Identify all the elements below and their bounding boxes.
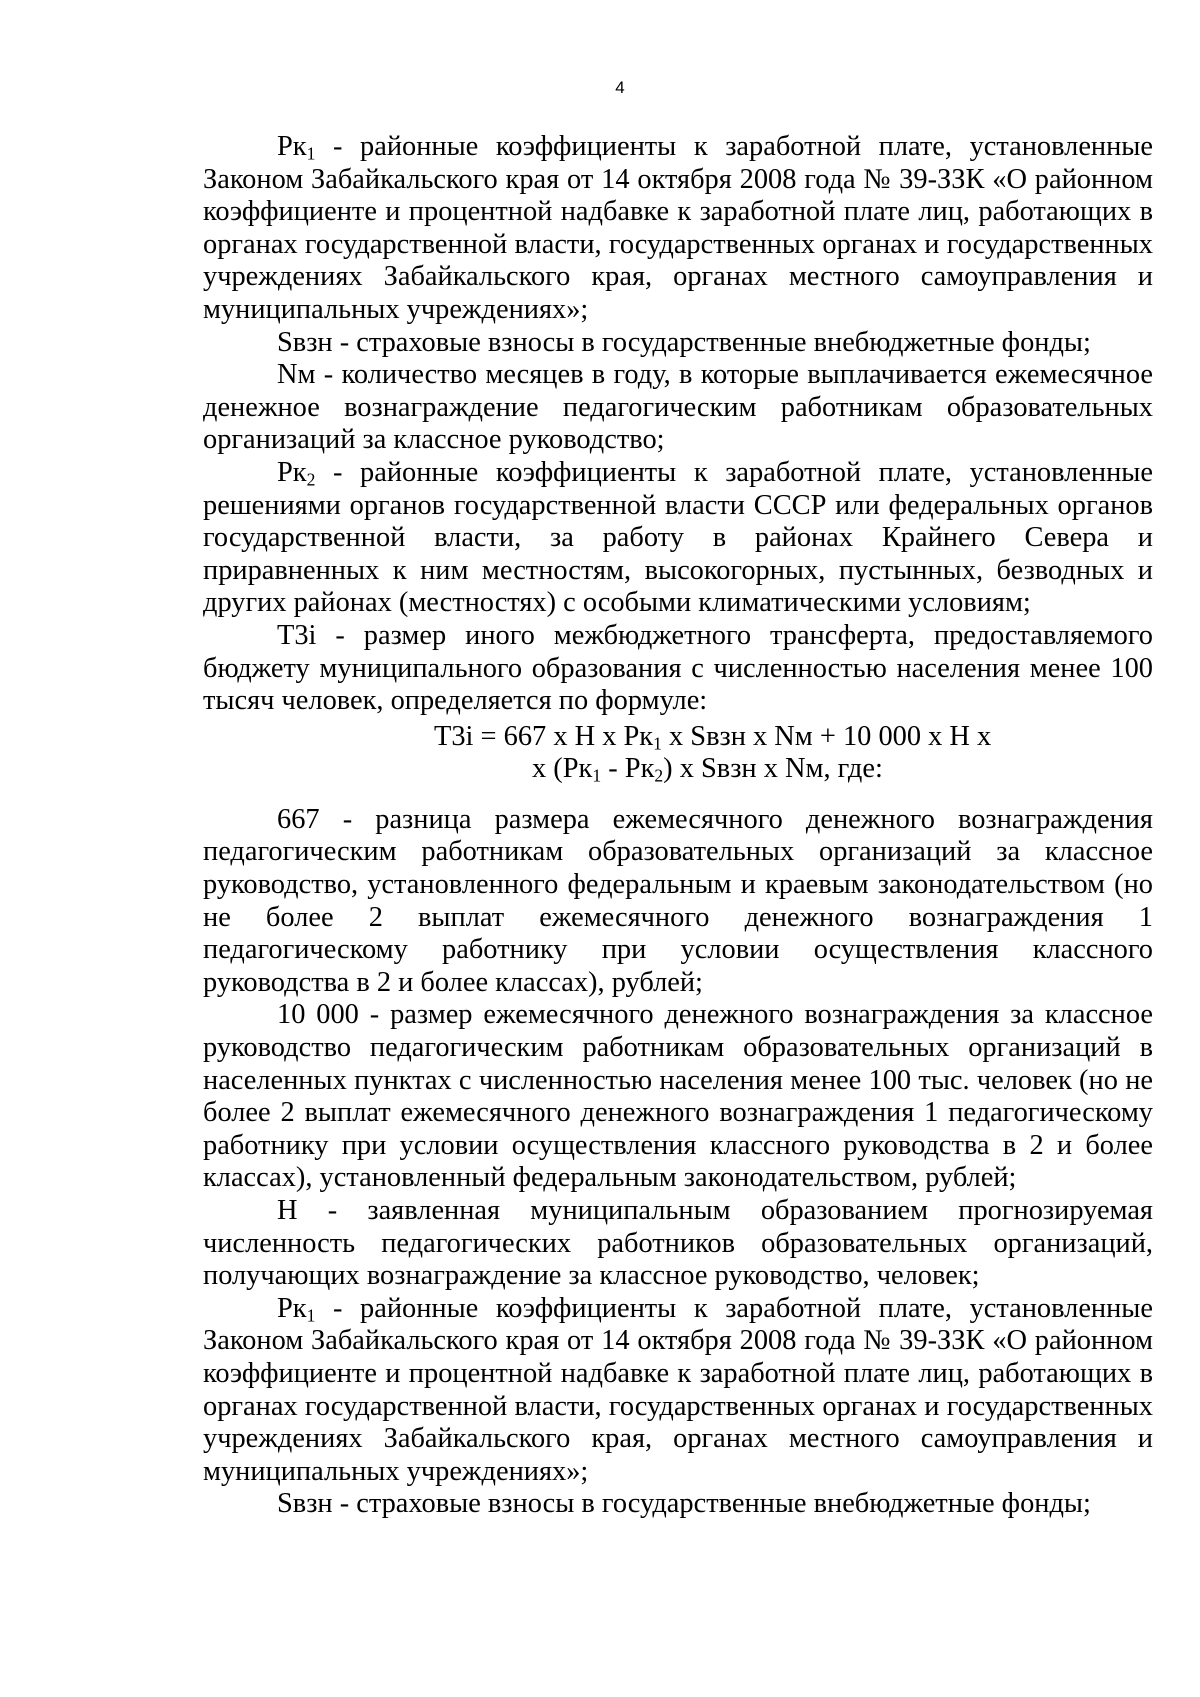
symbol-rk: Рк	[277, 456, 307, 488]
formula-line-2: х $(Рк_1 - Рк_2)$ х Sвзн х Nм, где:	[532, 753, 883, 786]
paragraph-10000-definition: 10 000 - размер ежемесячного денежного вознаграждения за классное руководство педагогическим работникам образовательных организаций в населенных пунктах с численностью населения менее 100 тыс. человек (но не более 2 выплат ежемесячного денежного вознаграждения 1 педагогическому работнику при условии осуществления классного руководства в 2 и более классах), установленный федеральным законодательством, рублей;	[203, 999, 1153, 1194]
definition-text: - районные коэффициенты к заработной плате, установленные Законом Забайкальского края от 14 октября 2008 года № 39-ЗЗК «О районном коэффициенте и процентной надбавке к заработной плате лиц, работающих в органах государственной власти, государственных органах и государственных учреждениях Забайкальского края, органах местного самоуправления и муниципальных учреждениях»;	[203, 1292, 1153, 1487]
definition-text: - районные коэффициенты к заработной плате, установленные Законом Забайкальского края от 14 октября 2008 года № 39-ЗЗК «О районном коэффициенте и процентной надбавке к заработной плате лиц, работающих в органах государственной власти, государственных органах и государственных учреждениях Забайкальского края, органах местного самоуправления и муниципальных учреждениях»;	[203, 131, 1153, 325]
document-body	[203, 131, 1153, 1521]
symbol-subscript: 1	[306, 1305, 316, 1326]
paragraph-nm-definition: Nм - количество месяцев в году, в которые выплачивается ежемесячное денежное вознаграждение педагогическим работникам образовательных организаций за классное руководство;	[203, 359, 1153, 456]
page-number: 4	[615, 78, 625, 97]
symbol-rk: Рк	[277, 1292, 307, 1324]
definition-text: - районные коэффициенты к заработной плате, установленные решениями органов государственной власти СССР или федеральных органов государственной власти, за работу в районах Крайнего Севера и приравненных к ним местностям, высокогорных, пустынных, безводных и других районах (местностях) с особыми климатическими условиям;	[203, 456, 1153, 619]
paragraph-rk2-definition	[203, 457, 1153, 620]
paragraph-rk1-definition	[203, 131, 1153, 327]
paragraph-667-definition: 667 - разница размера ежемесячного денежного вознаграждения педагогическим работникам образовательных организаций за классное руководство, установленного федеральным и краевым законодательством (но не более 2 выплат ежемесячного денежного вознаграждения 1 педагогическому работнику при условии осуществления классного руководства в 2 и более классах), рублей;	[203, 803, 1153, 998]
symbol-subscript: 1	[306, 143, 316, 164]
formula	[203, 721, 1153, 786]
symbol-subscript: 2	[306, 469, 316, 490]
paragraph-svzn-definition-repeat: Sвзн - страховые взносы в государственные внебюджетные фонды;	[277, 1488, 1091, 1520]
symbol-rk: Рк	[277, 131, 307, 162]
paragraph-t3i-definition: Т3i - размер иного межбюджетного трансферта, предоставляемого бюджету муниципального образования с численностью населения менее 100 тысяч человек, определяется по формуле:	[203, 619, 1153, 717]
formula-line-1: Т3i = 667 х Н х $Рк_1$ х Sвзн х Nм + 10 000 х Н х	[434, 720, 992, 754]
paragraph-rk1-definition-repeat	[203, 1293, 1153, 1489]
paragraph-n-definition: Н - заявленная муниципальным образованием прогнозируемая численность педагогических работников образовательных организаций, получающих вознаграждение за классное руководство, человек;	[203, 1195, 1153, 1292]
paragraph-svzn-definition: Sвзн - страховые взносы в государственные внебюджетные фонды;	[277, 326, 1091, 358]
